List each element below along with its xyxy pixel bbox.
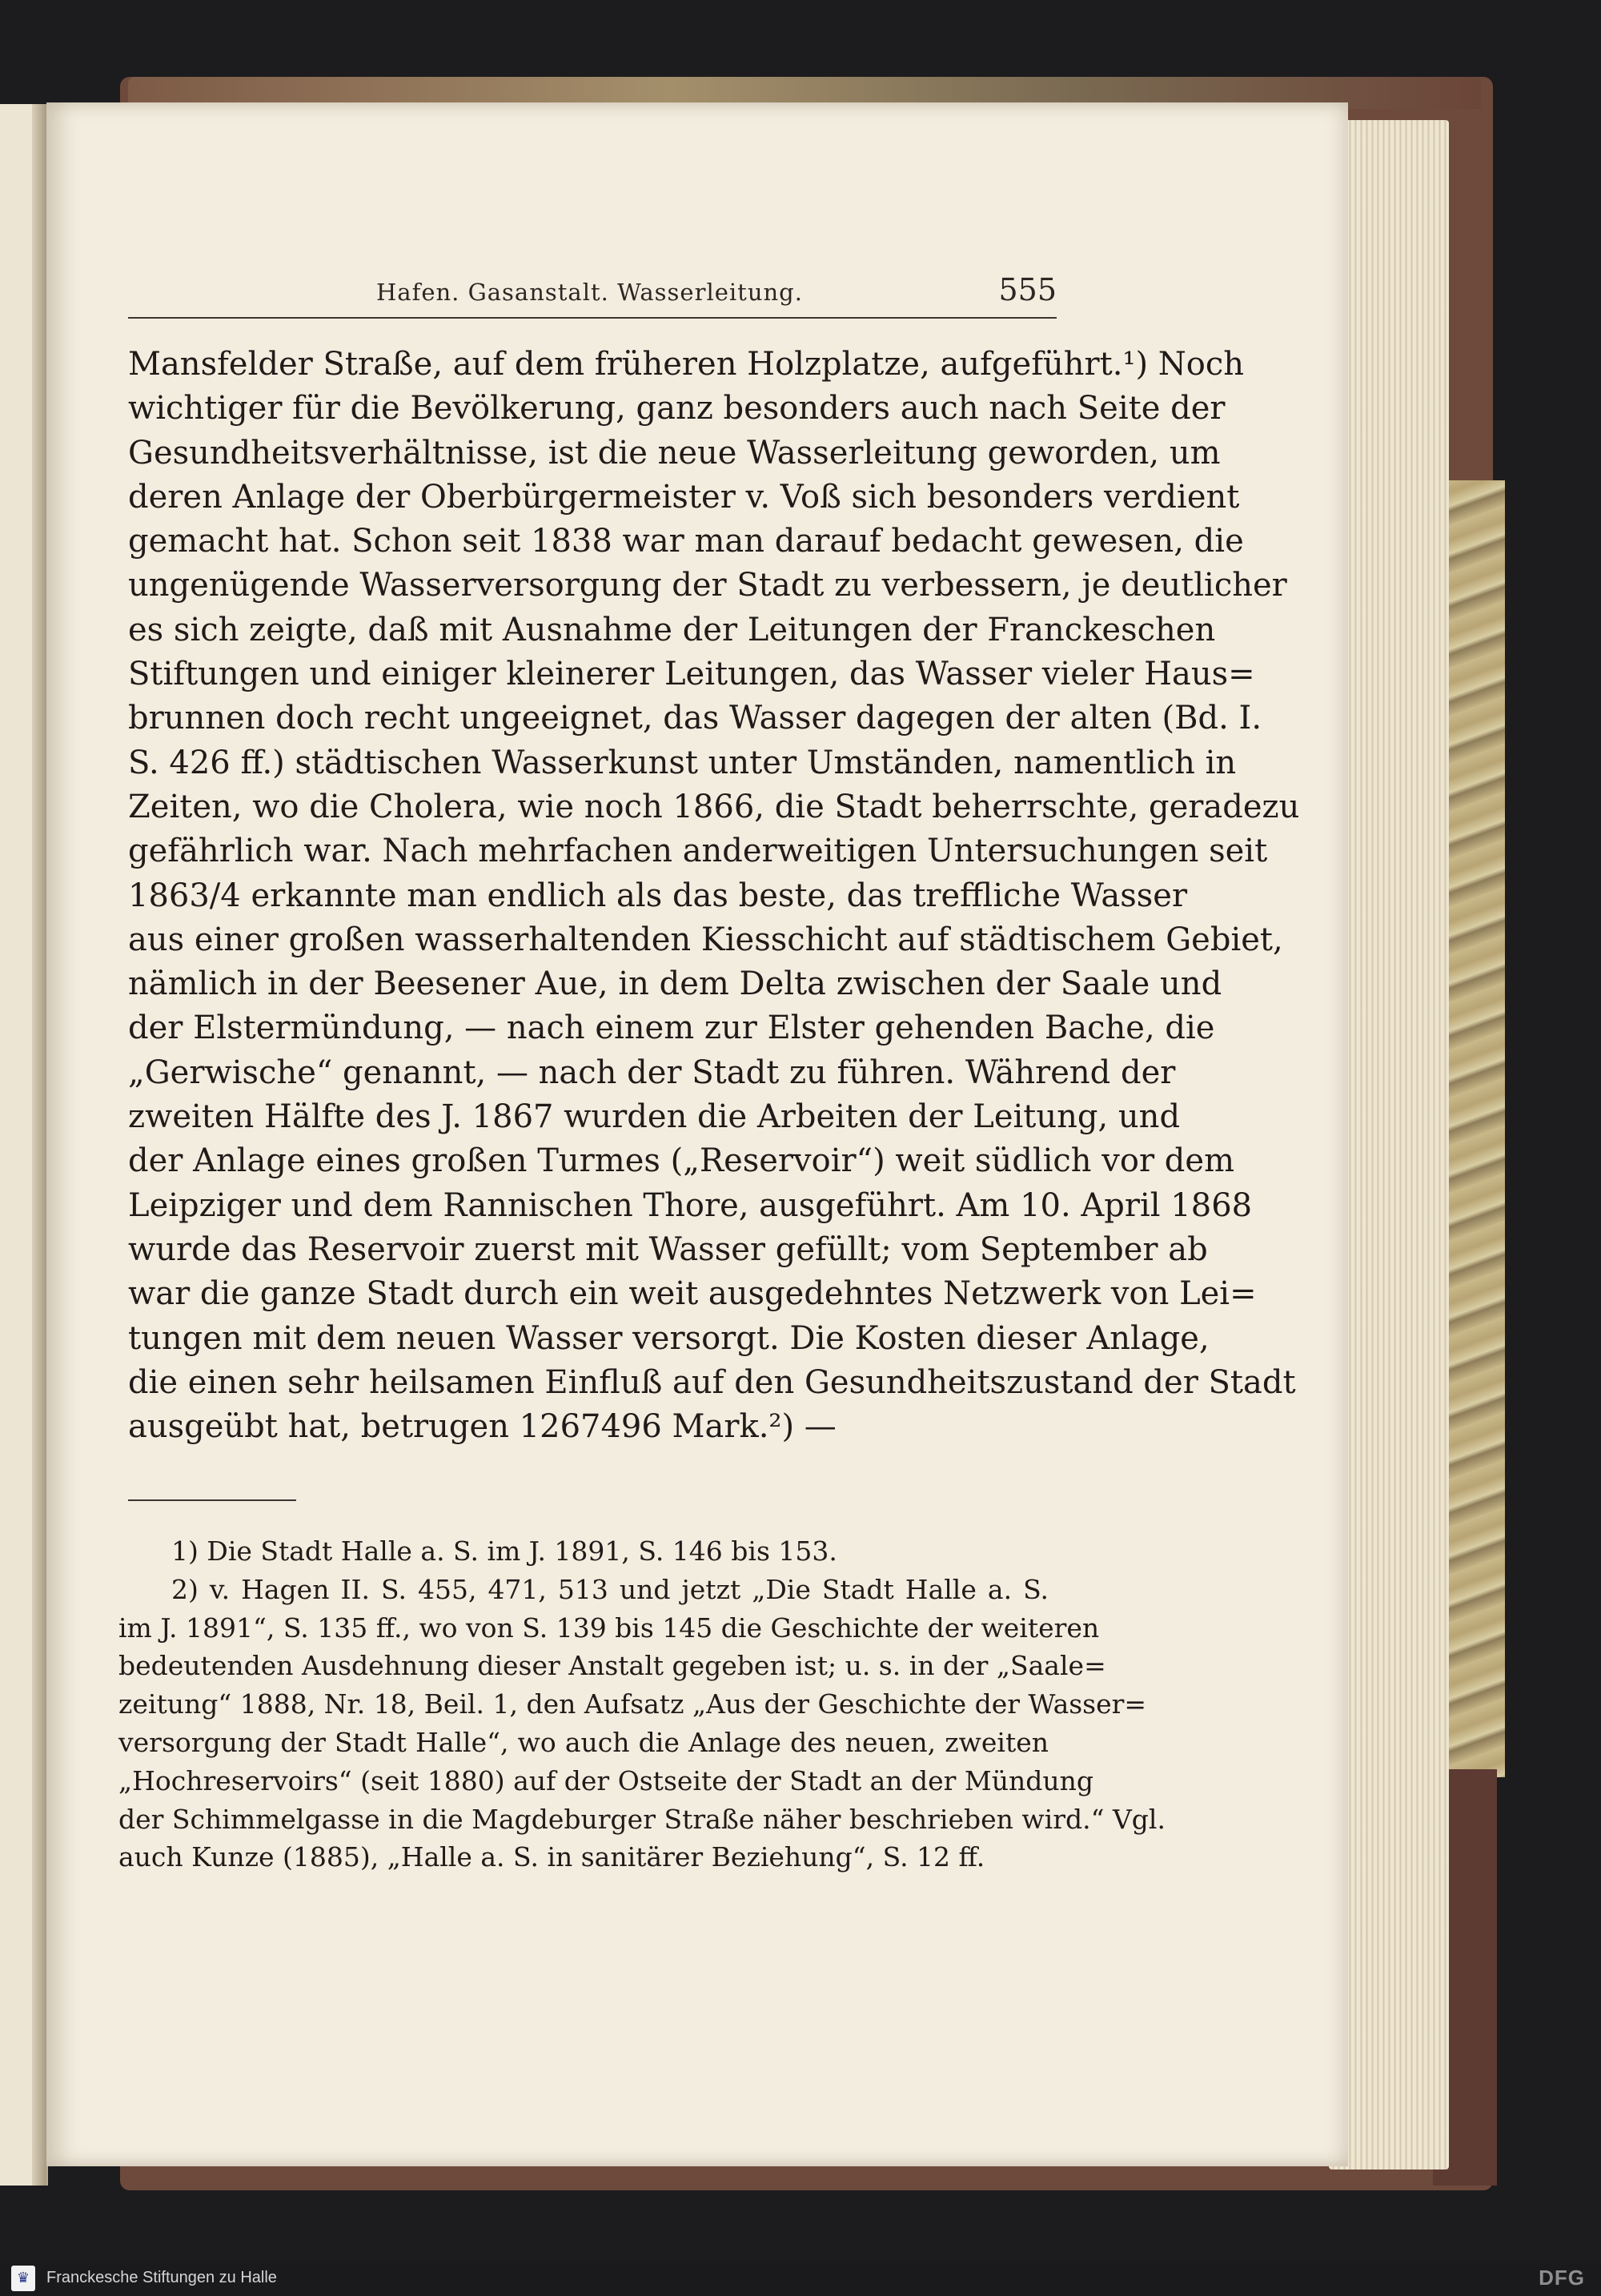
footnote-line: zeitung“ 1888, Nr. 18, Beil. 1, den Aufsatz „Aus der Geschichte der Wasser=	[118, 1688, 1147, 1720]
body-line: der Anlage eines großen Turmes („Reservoir“) weit südlich vor dem	[128, 1142, 1234, 1180]
body-line: „Gerwische“ genannt, — nach der Stadt zu führen. Während der	[128, 1054, 1176, 1091]
marbled-cover-edge	[1441, 480, 1505, 1777]
footnote-line: 2) v. Hagen II. S. 455, 471, 513 und jetzt „Die Stadt Halle a. S.	[171, 1573, 1049, 1605]
footnote-line: bedeutenden Ausdehnung dieser Anstalt gegeben ist; u. s. in der „Saale=	[118, 1650, 1106, 1682]
body-line: Mansfelder Straße, auf dem früheren Holzplatze, aufgeführt.¹) Noch	[128, 346, 1245, 383]
page-number: 555	[998, 272, 1057, 307]
body-text	[128, 343, 1300, 1449]
body-line: Stiftungen und einiger kleinerer Leitungen, das Wasser vieler Haus=	[128, 656, 1255, 693]
footnote-line: „Hochreservoirs“ (seit 1880) auf der Ostseite der Stadt an der Mündung	[118, 1764, 1093, 1796]
running-head-title: Hafen. Gasanstalt. Wasserleitung.	[376, 279, 803, 306]
footnote-line: versorgung der Stadt Halle“, wo auch die Anlage des neuen, zweiten	[118, 1726, 1049, 1758]
viewer-footer-bar	[0, 2261, 1601, 2296]
footer-institution: Franckesche Stiftungen zu Halle	[46, 2269, 277, 2286]
body-line: ungenügende Wasserversorgung der Stadt zu verbessern, je deutlicher	[128, 567, 1287, 604]
footnote-line: im J. 1891“, S. 135 ff., wo von S. 139 bis 145 die Geschichte der weiteren	[118, 1612, 1100, 1644]
body-line: Zeiten, wo die Cholera, wie noch 1866, die Stadt beherrschte, geradezu	[128, 788, 1300, 825]
body-line: wurde das Reservoir zuerst mit Wasser gefüllt; vom September ab	[128, 1230, 1208, 1268]
body-line: war die ganze Stadt durch ein weit ausgedehntes Netzwerk von Lei=	[128, 1275, 1257, 1313]
body-line: Gesundheitsverhältnisse, ist die neue Wasserleitung geworden, um	[128, 434, 1221, 472]
body-line: gefährlich war. Nach mehrfachen anderweitigen Untersuchungen seit	[128, 833, 1268, 870]
body-line: deren Anlage der Oberbürgermeister v. Voß sich besonders verdient	[128, 478, 1240, 516]
body-line: aus einer großen wasserhaltenden Kiesschicht auf städtischem Gebiet,	[128, 921, 1283, 958]
body-line: Leipziger und dem Rannischen Thore, ausgeführt. Am 10. April 1868	[128, 1186, 1253, 1224]
footnote-line: 1) Die Stadt Halle a. S. im J. 1891, S. 146 bis 153.	[171, 1535, 837, 1567]
footnotes	[118, 1532, 1166, 1877]
body-line: die einen sehr heilsamen Einfluß auf den Gesundheitszustand der Stadt	[128, 1363, 1296, 1401]
body-line: wichtiger für die Bevölkerung, ganz besonders auch nach Seite der	[128, 390, 1226, 427]
dfg-logo: DFG	[1539, 2266, 1585, 2290]
body-line-last: ausgeübt hat, betrugen 1267496 Mark.²) —	[128, 1408, 837, 1446]
body-line: 1863/4 erkannte man endlich als das beste, das treffliche Wasser	[128, 877, 1188, 914]
body-line: gemacht hat. Schon seit 1838 war man darauf bedacht gewesen, die	[128, 523, 1244, 560]
body-line: tungen mit dem neuen Wasser versorgt. Die Kosten dieser Anlage,	[128, 1319, 1210, 1357]
running-head	[128, 272, 1057, 319]
body-line: nämlich in der Beesener Aue, in dem Delta zwischen der Saale und	[128, 965, 1222, 1003]
footnote-line-last: auch Kunze (1885), „Halle a. S. in sanitärer Beziehung“, S. 12 ff.	[118, 1841, 985, 1873]
body-line: der Elstermündung, — nach einem zur Elster gehenden Bache, die	[128, 1010, 1215, 1047]
body-line: es sich zeigte, daß mit Ausnahme der Leitungen der Franckeschen	[128, 611, 1216, 648]
body-line: zweiten Hälfte des J. 1867 wurden die Arbeiten der Leitung, und	[128, 1098, 1181, 1136]
body-line: S. 426 ff.) städtischen Wasserkunst unter Umständen, namentlich in	[128, 744, 1237, 781]
book-gutter	[32, 104, 46, 2186]
footnote-separator	[128, 1499, 296, 1501]
body-line: brunnen doch recht ungeeignet, das Wasser dagegen der alten (Bd. I.	[128, 700, 1262, 737]
footnote-line: der Schimmelgasse in die Magdeburger Straße näher beschrieben wird.“ Vgl.	[118, 1803, 1166, 1835]
institution-logo-icon: ♛	[11, 2266, 35, 2291]
